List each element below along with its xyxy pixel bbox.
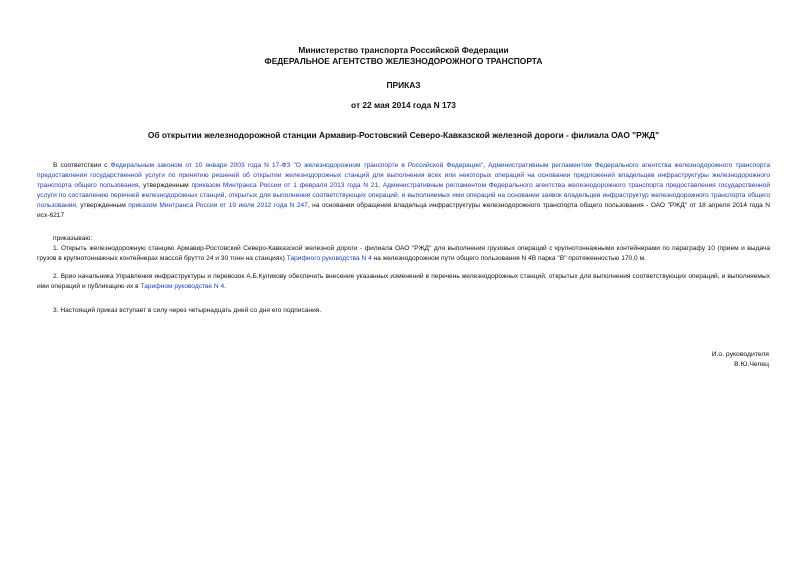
tariff-guide-link[interactable]: Тарифном руководстве N 4 bbox=[140, 283, 225, 290]
order-21-link[interactable]: приказом Минтранса России от 1 февраля 2013 года N 21 bbox=[191, 182, 379, 189]
order-item-1 bbox=[37, 244, 770, 264]
tariff-guide-link[interactable]: Тарифного руководства N 4 bbox=[286, 255, 372, 262]
signatory-name: В.Ю.Чепец bbox=[734, 361, 769, 368]
preamble-text: , утвержденным bbox=[138, 182, 192, 189]
preamble-text: В соответствии с bbox=[53, 162, 111, 169]
item-text: 3. Настоящий приказ вступает в силу через четырнадцать дней со дня его подписания. bbox=[53, 307, 322, 314]
document-type: ПРИКАЗ bbox=[386, 80, 421, 90]
agency-name: ФЕДЕРАЛЬНОЕ АГЕНТСТВО ЖЕЛЕЗНОДОРОЖНОГО ТРАНСПОРТА bbox=[264, 56, 543, 66]
preamble-paragraph bbox=[37, 161, 770, 221]
admin-regulation-link-2[interactable]: Административным регламентом Федерального агентства железнодорожного транспорта предоставления государственной услуги по составлению перечней железнодорожных станций, открытых для выполнения соответствующих операций, и выполняемых ими операций на основании заявок владельцев инфраструктур железнодорожного транспорта общего пользования bbox=[37, 182, 771, 209]
item-text: . bbox=[224, 283, 227, 290]
decree-word bbox=[37, 234, 770, 244]
preamble-text: , bbox=[378, 182, 383, 189]
document-date-number: от 22 мая 2014 года N 173 bbox=[351, 100, 456, 110]
preamble-text: , bbox=[483, 162, 489, 169]
order-item-3 bbox=[37, 306, 770, 316]
preamble-text: , на основании обращения владельца инфраструктуры железнодорожного транспорта общего пользования - ОАО "РЖД" от 18 апреля 2014 года N исх-6217 bbox=[37, 202, 770, 219]
federal-law-link[interactable]: Федеральным законом от 10 января 2003 года N 17-ФЗ "О железнодорожном транспорте в Российской Федерации" bbox=[110, 162, 484, 169]
preamble-text: , утвержденным bbox=[75, 202, 129, 209]
signatory-role: И.о. руководителя bbox=[711, 351, 769, 358]
ministry-name: Министерство транспорта Российской Федерации bbox=[298, 45, 509, 55]
order-247-link[interactable]: приказом Минтранса России от 19 июля 2012 года N 247 bbox=[128, 202, 308, 209]
document-title: Об открытии железнодорожной станции Армавир-Ростовский Северо-Кавказской железной дороги - филиала ОАО "РЖД" bbox=[147, 130, 660, 140]
admin-regulation-link-1[interactable]: Административным регламентом Федерального агентства железнодорожного транспорта предоставления государственной услуги по принятию решений об открытии железнодорожных станций для выполнения всех или некоторых операций на основании предложений владельцев инфраструктуры железнодорожного транспорта общего пользования bbox=[37, 162, 771, 189]
decree-text: приказываю: bbox=[53, 235, 93, 242]
item-text: 2. Врио начальника Управления инфраструктуры и перевозок А.Б.Куликову обеспечить внесение указанных изменений в перечень железнодорожных станций, открытых для выполнения соответствующих операций, и выполняемых ими операций и публикацию их в bbox=[37, 273, 770, 290]
item-text: на железнодорожном пути общего пользования N 4В парка "В" протяженностью 170,0 м. bbox=[371, 255, 646, 262]
order-item-2 bbox=[37, 272, 770, 292]
item-text: 1. Открыть железнодорожную станцию Армавир-Ростовский Северо-Кавказской железной дороги - филиала ОАО "РЖД" для выполнения грузовых операций с крупнотоннажными контейнерами по параграфу 10 (прием и выдача грузов в крупнотоннажных контейнерах массой брутто 24 и 30 тонн на станциях) bbox=[37, 245, 770, 262]
